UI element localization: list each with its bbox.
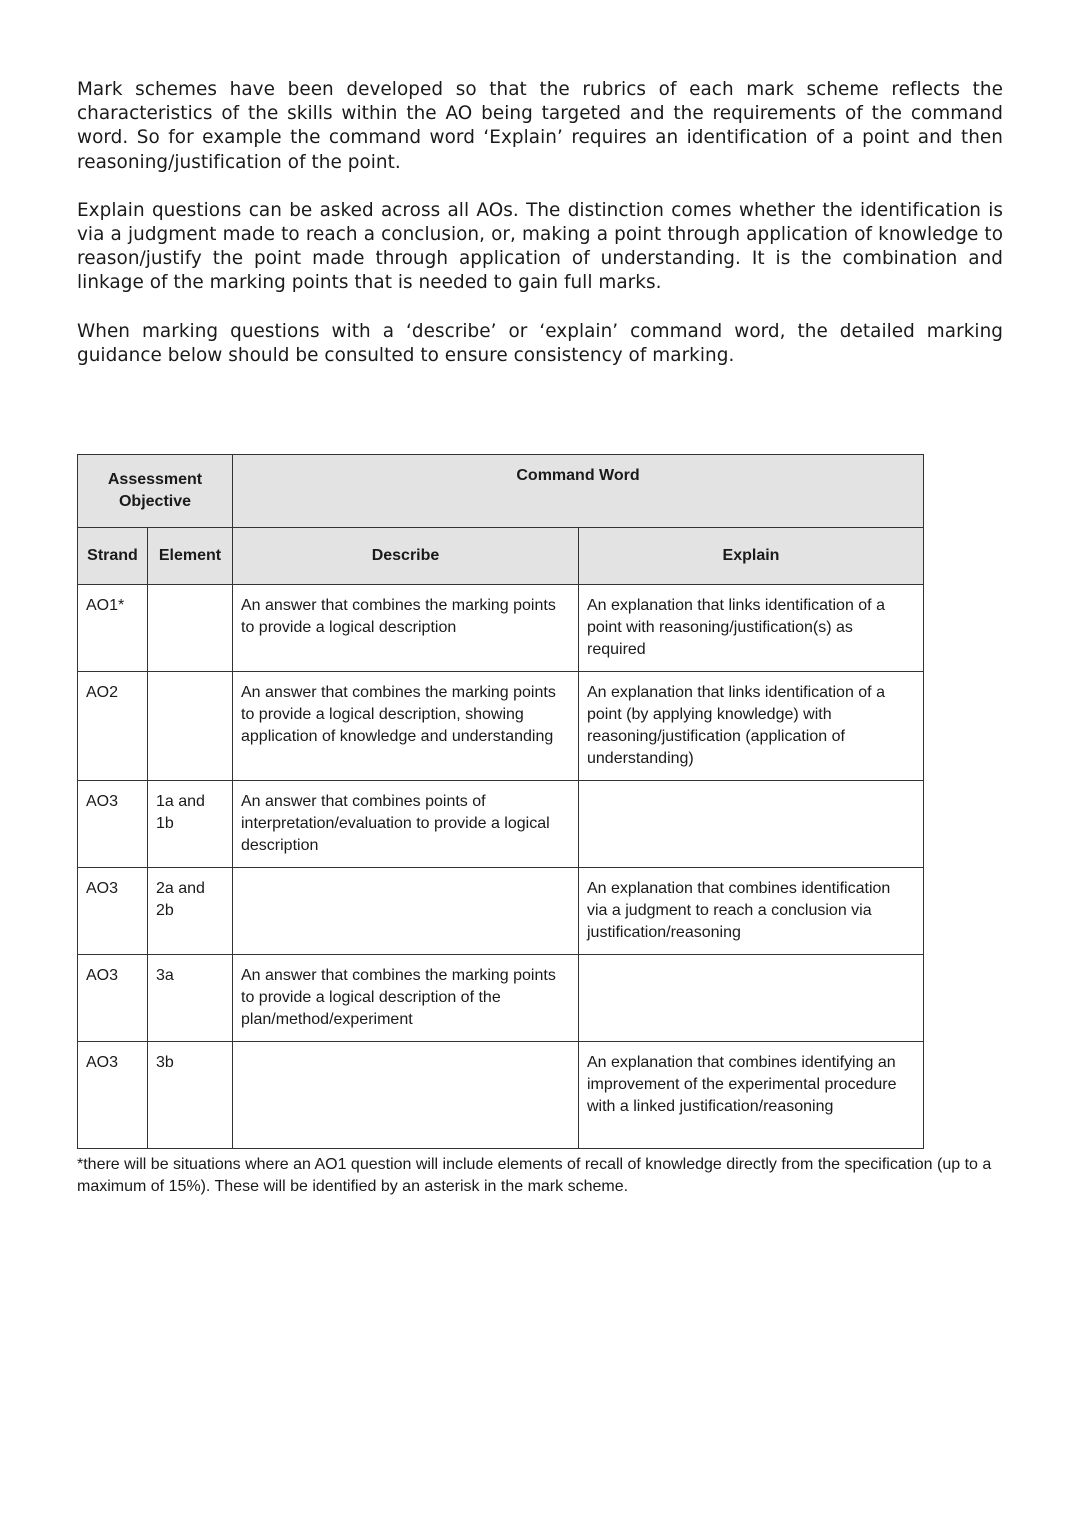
- describe-cell: An answer that combines the marking points to provide a logical description, showing application of knowledge and understanding: [241, 684, 556, 745]
- explain-cell: An explanation that links identification of a point with reasoning/justification(s) as required: [587, 597, 885, 658]
- element-cell: 3a: [156, 967, 174, 984]
- header-command-word: Command Word: [233, 455, 924, 528]
- describe-cell: [241, 868, 570, 888]
- intro-paragraph-2: Explain questions can be asked across all AOs. The distinction comes whether the identification is via a judgment made to reach a conclusion, or, making a point through application of knowledge to reason/justify the point made through application of understanding. It is the combination and linkage of the marking points that is needed to gain full marks.: [77, 199, 1003, 294]
- describe-cell: [241, 1042, 570, 1062]
- explain-cell: An explanation that links identification of a point (by applying knowledge) with reasoning/justification (application of understanding): [587, 684, 885, 767]
- intro-paragraph-1: Mark schemes have been developed so that the rubrics of each mark scheme reflects the characteristics of the skills within the AO being targeted and the requirements of the command word. So for example the command word ‘Explain’ requires an identification of a point and then reasoning/justification of the point.: [77, 79, 1003, 173]
- strand-cell: AO3: [86, 1054, 119, 1071]
- header-describe: Describe: [233, 528, 579, 585]
- header-assessment-objective: Assessment Objective: [78, 455, 233, 528]
- table-header-row: [78, 455, 924, 528]
- element-cell: [156, 585, 224, 605]
- strand-cell: AO3: [86, 967, 119, 984]
- explain-cell: [587, 781, 915, 801]
- element-cell: 3b: [156, 1054, 174, 1071]
- describe-cell: An answer that combines the marking points to provide a logical description of the plan/method/experiment: [241, 967, 556, 1028]
- explain-cell: [587, 955, 915, 975]
- explain-cell: An explanation that combines identifying an improvement of the experimental procedure with a linked justification/reasoning: [587, 1054, 897, 1115]
- element-cell: 1a and 1b: [156, 793, 205, 832]
- strand-cell: AO2: [86, 684, 119, 701]
- header-strand: Strand: [78, 528, 148, 585]
- header-explain: Explain: [579, 528, 924, 585]
- table-row: [78, 955, 924, 1042]
- intro-paragraph-3: When marking questions with a ‘describe’ or ‘explain’ command word, the detailed marking guidance below should be consulted to ensure consistency of marking.: [77, 320, 1003, 366]
- element-cell: [156, 672, 224, 692]
- strand-cell: AO3: [86, 880, 119, 897]
- element-cell: 2a and 2b: [156, 880, 205, 919]
- table-row: [78, 1042, 924, 1149]
- footnote: *there will be situations where an AO1 question will include elements of recall of knowledge directly from the specification (up to a maximum of 15%). These will be identified by an asterisk in the mark scheme.: [77, 1156, 992, 1195]
- table-row: [78, 672, 924, 781]
- header-element: Element: [148, 528, 233, 585]
- describe-cell: An answer that combines the marking points to provide a logical description: [241, 597, 556, 636]
- describe-cell: An answer that combines points of interpretation/evaluation to provide a logical description: [241, 793, 550, 854]
- explain-cell: An explanation that combines identification via a judgment to reach a conclusion via justification/reasoning: [587, 880, 891, 941]
- table-row: [78, 868, 924, 955]
- table-row: [78, 781, 924, 868]
- marking-guidance-table: [77, 454, 924, 1149]
- intro-text: [77, 78, 1003, 368]
- strand-cell: AO1*: [86, 597, 125, 614]
- table-subheader-row: [78, 528, 924, 585]
- table-row: [78, 585, 924, 672]
- strand-cell: AO3: [86, 793, 119, 810]
